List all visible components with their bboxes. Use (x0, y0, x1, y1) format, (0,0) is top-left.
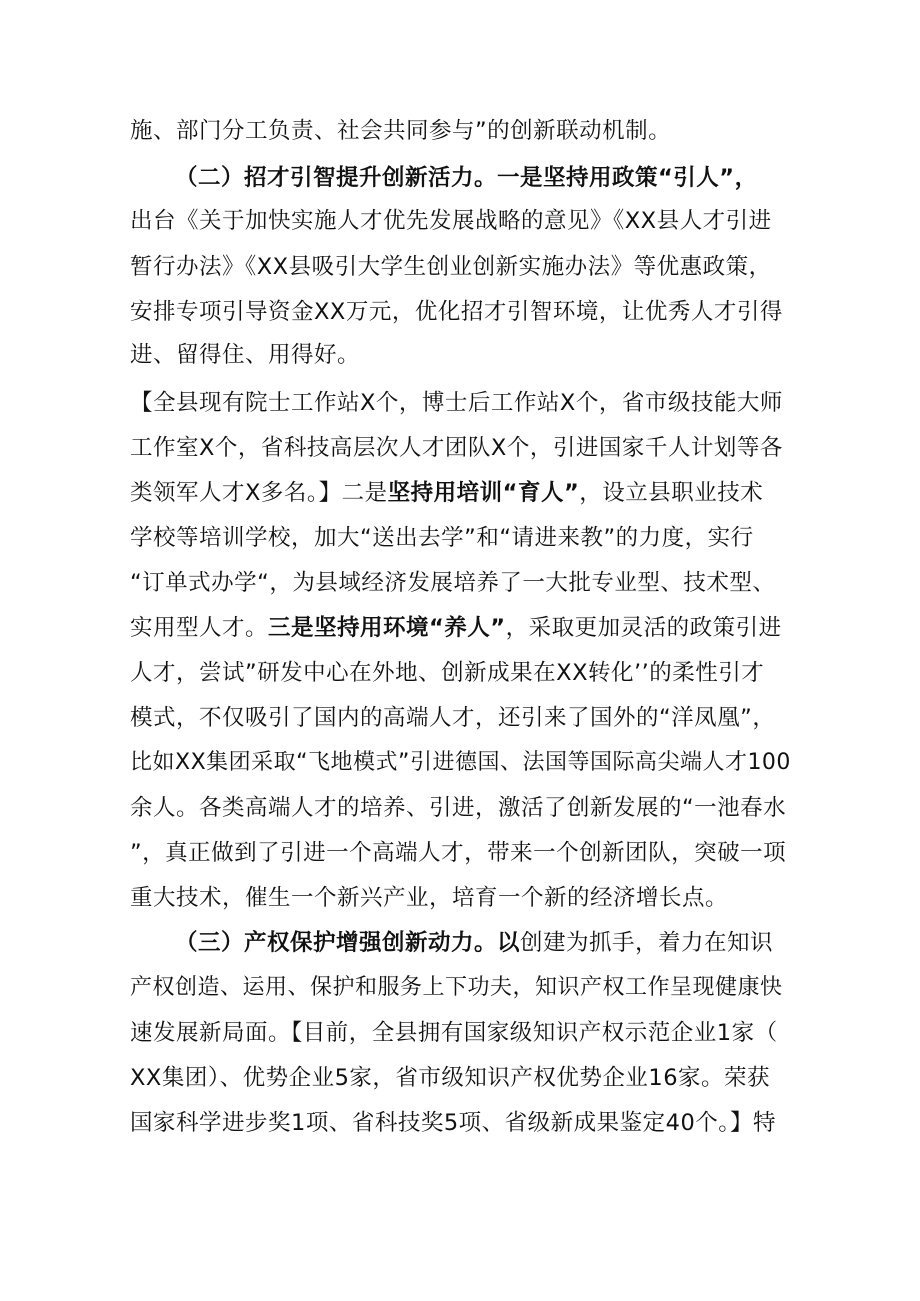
text-line (130, 703, 795, 733)
text-line (130, 340, 795, 370)
text-line (130, 478, 795, 508)
text-run: 工作室X个，省科技高层次人才团队X个，引进国家千人计划等各 (130, 435, 783, 461)
text-run: 施、部门分工负责、社会共同参与”的创新联动机制。 (130, 118, 672, 144)
text-line (130, 748, 795, 778)
text-run: 实用型人才。 (130, 615, 269, 641)
text-run: 国家科学进步奖1项、省科技奖5项、省级新成果鉴定40个。】特 (130, 1110, 777, 1136)
text-run: ”，真正做到了引进一个高端人才，带来一个创新团队，突破一项 (130, 840, 787, 866)
text-line (130, 568, 795, 598)
text-line (130, 1018, 795, 1048)
text-line (130, 1063, 795, 1093)
text-run: 模式，不仅吸引了国内的高端人才，还引来了国外的“洋凤凰”， (130, 705, 776, 731)
text-line (130, 613, 795, 643)
text-run: 进、留得住、用得好。 (130, 342, 361, 368)
text-run: 创建为抓手，着力在知识 (520, 930, 774, 956)
text-line (130, 206, 795, 236)
text-run: 出台《关于加快实施人才优先发展战略的意见》《XX县人才引进 (130, 208, 772, 234)
text-run: 速发展新局面。【目前，全县拥有国家级知识产权示范企业1家（ (130, 1020, 778, 1046)
bold-text-run: 坚持用培训“育人” (387, 480, 580, 506)
text-run: ，设立县职业技术 (579, 480, 764, 506)
text-line (130, 388, 795, 418)
text-line (130, 973, 795, 1003)
section-heading-line (175, 163, 795, 193)
text-line (130, 433, 795, 463)
text-run: 暂行办法》《XX县吸引大学生创业创新实施办法》等优惠政策， (130, 254, 772, 280)
text-run: 重大技术，催生一个新兴产业，培育一个新的经济增长点。 (130, 885, 729, 911)
text-run: “订单式办学“，为县域经济发展培养了一大批专业型、技术型、 (130, 570, 776, 596)
bold-text-run: （三）产权保护增强创新动力。以 (175, 930, 521, 956)
text-run: 余人。各类高端人才的培养、引进，激活了创新发展的“一池春水 (130, 795, 787, 821)
text-line (130, 523, 795, 553)
text-line (130, 116, 795, 146)
text-run: 【全县现有院士工作站X个，博士后工作站X个，省市级技能大师 (130, 390, 783, 416)
bold-text-run: （二）招才引智提升创新活力。一是坚持用政策“引人”， (175, 165, 758, 191)
text-run: 人才，尝试”研发中心在外地、创新成果在XX转化’’的柔性引才 (130, 660, 765, 686)
text-line (130, 838, 795, 868)
text-run: XX集团）、优势企业5家，省市级知识产权优势企业16家。荣获 (130, 1065, 771, 1091)
text-line (130, 1108, 795, 1138)
text-run: 类领军人才X多名。】二是 (130, 480, 388, 506)
bold-text-run: 三是坚持用环境“养人” (268, 615, 506, 641)
text-run: 比如XX集团采取“飞地模式”引进德国、法国等国际高尖端人才100 (130, 750, 791, 775)
text-line (130, 883, 795, 913)
text-line (130, 658, 795, 688)
text-run: ，采取更加灵活的政策引进 (505, 615, 782, 641)
text-line (130, 252, 795, 282)
section-heading-line (175, 928, 795, 958)
text-run: 安排专项引导资金XX万元，优化招才引智环境，让优秀人才引得 (130, 299, 783, 325)
text-run: 学校等培训学校，加大“送出去学”和“请进来教”的力度，实行 (130, 525, 754, 551)
text-line (130, 793, 795, 823)
text-run: 产权创造、运用、保护和服务上下功夫，知识产权工作呈现健康快 (130, 975, 783, 1000)
text-line (130, 297, 795, 327)
